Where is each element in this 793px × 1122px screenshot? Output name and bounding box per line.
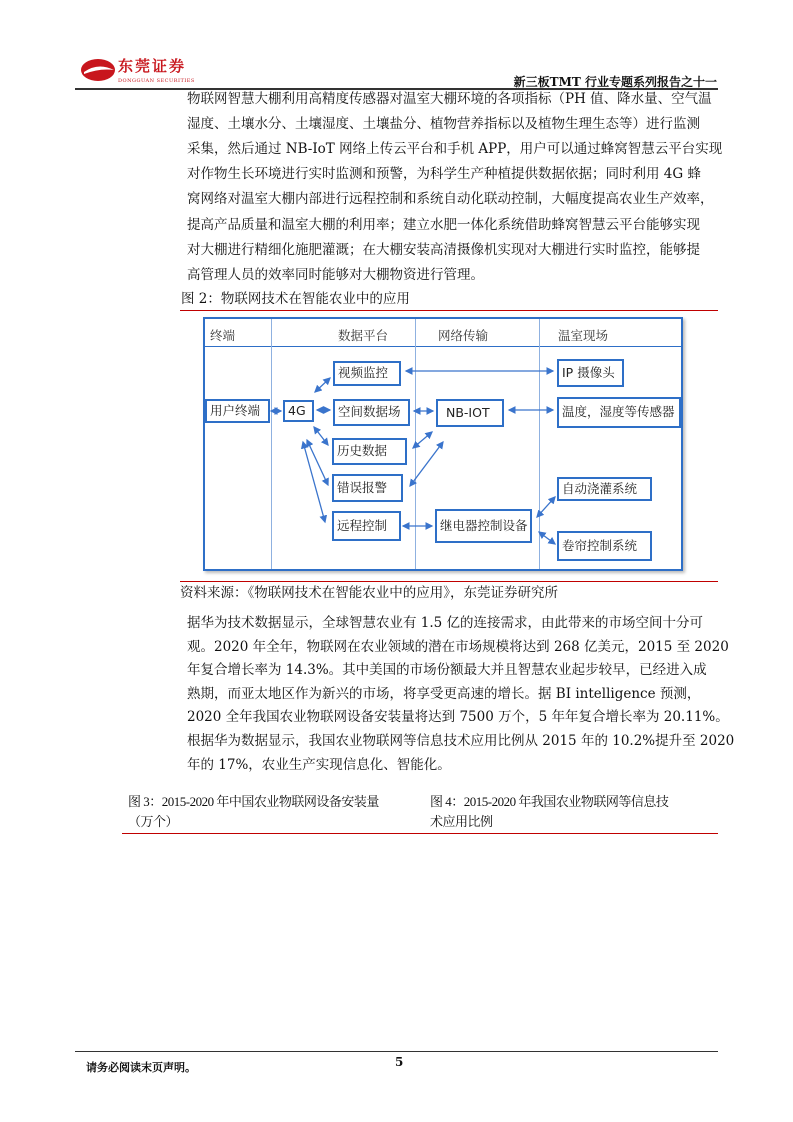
logo-text: 东莞证券 xyxy=(118,57,187,75)
figure4-caption-line1: 图 4：2015-2020 年我国农业物联网等信息技 xyxy=(430,794,669,809)
arrow-relay-curtain xyxy=(539,532,555,544)
arrow-4g-alarm xyxy=(307,440,328,485)
node-curtain-control: 卷帘控制系统 xyxy=(557,531,652,561)
node-nb-iot: NB-IOT xyxy=(436,399,504,427)
figure3-caption-line1: 图 3：2015-2020 年中国农业物联网设备安装量 xyxy=(128,794,379,809)
node-4g: 4G xyxy=(283,400,314,422)
node-sensors: 温度，湿度等传感器 xyxy=(557,397,681,428)
text-line: 对作物生长环境进行实时监测和预警，为科学生产种植提供数据依据；同时利用 4G 蜂 xyxy=(187,166,701,183)
text-line: 物联网智慧大棚利用高精度传感器对温室大棚环境的各项指标（PH 值、降水量、空气温 xyxy=(187,91,712,107)
node-auto-irrigation: 自动浇灌系统 xyxy=(557,477,652,501)
text-line: 观。2020 年全年，物联网在农业领域的潜在市场规模将达到 268 亿美元，2015 至 2020 xyxy=(187,638,729,655)
text-line: 年的 17%，农业生产实现信息化、智能化。 xyxy=(187,756,451,773)
arrow-4g-video xyxy=(315,378,330,392)
text-line: 熟期，而亚太地区作为新兴的市场，将享受更高速的增长。据 BI intelligence 预测， xyxy=(187,685,701,702)
caption-divider xyxy=(122,833,718,834)
text-line: 窝网络对温室大棚内部进行远程控制和系统自动化联动控制，大幅度提高农业生产效率， xyxy=(187,191,714,208)
text-line: 湿度、土壤水分、土壤湿度、土壤盐分、植物营养指标以及植物生理生态等）进行监测 xyxy=(187,116,700,133)
figure3-caption-line2: （万个） xyxy=(128,814,179,829)
node-user-terminal: 用户终端 xyxy=(205,399,270,423)
report-title: 新三板TMT 行业专题系列报告之十一 xyxy=(513,75,717,89)
arrow-nbiot-history xyxy=(413,432,432,448)
footer-disclaimer: 请务必阅读末页声明。 xyxy=(86,1061,196,1074)
arrow-relay-irrigation xyxy=(537,497,555,517)
footer-divider xyxy=(75,1051,718,1052)
logo-subtext: DONGGUAN SECURITIES xyxy=(118,78,195,84)
node-history-data: 历史数据 xyxy=(332,438,407,465)
text-line: 年复合增长率为 14.3%。其中美国的市场份额最大并且智慧农业起步较早，已经进入成 xyxy=(187,662,707,679)
node-remote-control: 远程控制 xyxy=(332,511,401,541)
text-line: 据华为技术数据显示，全球智慧农业有 1.5 亿的连接需求，由此带来的市场空间十分可 xyxy=(187,615,704,631)
page-number: 5 xyxy=(395,1055,404,1069)
column-header-network: 网络传输 xyxy=(438,328,489,343)
figure4-caption-line2: 术应用比例 xyxy=(430,814,493,829)
column-header-terminal: 终端 xyxy=(210,328,236,343)
node-error-alarm: 错误报警 xyxy=(332,474,403,502)
text-line: 提高产品质量和温室大棚的利用率；建立水肥一体化系统借助蜂窝智慧云平台能够实现 xyxy=(187,216,700,233)
text-line: 采集，然后通过 NB-IoT 网络上传云平台和手机 APP，用户可以通过蜂窝智慧云平台实现 xyxy=(187,141,723,158)
column-header-data-platform: 数据平台 xyxy=(338,328,389,343)
figure2-caption: 图 2：物联网技术在智能农业中的应用 xyxy=(181,291,410,307)
column-header-greenhouse: 温室现场 xyxy=(558,328,609,343)
text-line: 高管理人员的效率同时能够对大棚物资进行管理。 xyxy=(187,266,484,283)
arrow-4g-history xyxy=(314,427,328,445)
node-relay-control: 继电器控制设备 xyxy=(435,509,532,543)
node-spatial-data: 空间数据场 xyxy=(333,399,410,426)
text-line: 2020 全年我国农业物联网设备安装量将达到 7500 万个，5 年年复合增长率为 20.11%。 xyxy=(187,709,729,726)
text-line: 对大棚进行精细化施肥灌溉；在大棚安装高清摄像机实现对大棚进行实时监控，能够提 xyxy=(187,241,700,258)
node-ip-camera: IP 摄像头 xyxy=(557,359,624,387)
source-divider xyxy=(180,581,718,582)
arrow-nbiot-alarm xyxy=(410,442,443,486)
text-line: 根据华为数据显示，我国农业物联网等信息技术应用比例从 2015 年的 10.2%提升至 2020 xyxy=(187,733,735,749)
node-video-monitoring: 视频监控 xyxy=(333,361,401,386)
figure2-source: 资料来源：《物联网技术在智能农业中的应用》，东莞证券研究所 xyxy=(180,585,558,601)
